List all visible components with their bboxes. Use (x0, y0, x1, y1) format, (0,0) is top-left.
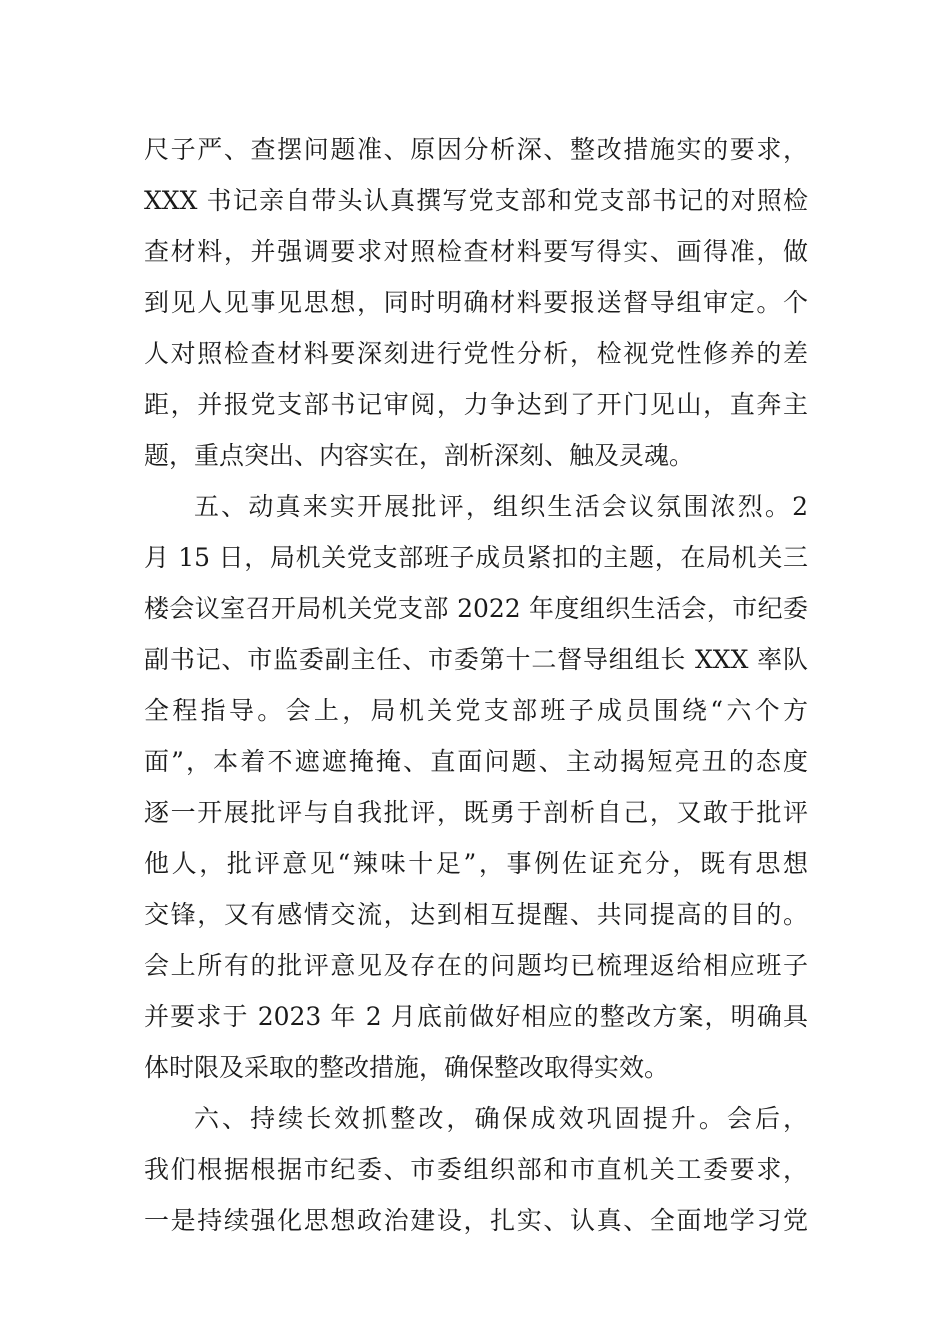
text-line: 并要求于 2023 年 2 月底前做好相应的整改方案，明确具 (144, 1002, 808, 1031)
text-line: 楼会议室召开局机关党支部 2022 年度组织生活会，市纪委 (144, 594, 808, 623)
text-line: 会上所有的批评意见及存在的问题均已梳理返给相应班子 (144, 951, 808, 980)
text-line: 到见人见事见思想，同时明确材料要报送督导组审定。个 (144, 288, 808, 317)
text-line: 面”，本着不遮遮掩掩、直面问题、主动揭短亮丑的态度 (144, 747, 808, 776)
text-line: 题，重点突出、内容实在，剖析深刻、触及灵魂。 (144, 441, 695, 470)
text-line: 人对照检查材料要深刻进行党性分析，检视党性修养的差 (144, 339, 808, 368)
text-line: XXX 书记亲自带头认真撰写党支部和党支部书记的对照检 (144, 186, 808, 215)
text-line: 全程指导。会上，局机关党支部班子成员围绕“六个方 (144, 696, 808, 725)
text-line: 尺子严、查摆问题准、原因分析深、整改措施实的要求， (144, 135, 808, 164)
text-line: 查材料，并强调要求对照检查材料要写得实、画得准，做 (144, 237, 808, 266)
text-line: 交锋，又有感情交流，达到相互提醒、共同提高的目的。 (144, 900, 808, 929)
text-line: 月 15 日，局机关党支部班子成员紧扣的主题，在局机关三 (144, 543, 808, 572)
text-line: 他人，批评意见“辣味十足”，事例佐证充分，既有思想 (144, 849, 808, 878)
text-line: 距，并报党支部书记审阅，力争达到了开门见山，直奔主 (144, 390, 808, 419)
text-line: 副书记、市监委副主任、市委第十二督导组组长 XXX 率队 (144, 645, 808, 674)
text-line: 我们根据根据市纪委、市委组织部和市直机关工委要求， (144, 1155, 808, 1184)
text-line: 体时限及采取的整改措施，确保整改取得实效。 (144, 1053, 670, 1082)
text-line: 一是持续强化思想政治建设，扎实、认真、全面地学习党 (144, 1206, 808, 1235)
text-line: 六、持续长效抓整改，确保成效巩固提升。会后， (194, 1104, 808, 1133)
text-line: 逐一开展批评与自我批评，既勇于剖析自己，又敢于批评 (144, 798, 808, 827)
text-line: 五、动真来实开展批评，组织生活会议氛围浓烈。2 (194, 492, 808, 521)
